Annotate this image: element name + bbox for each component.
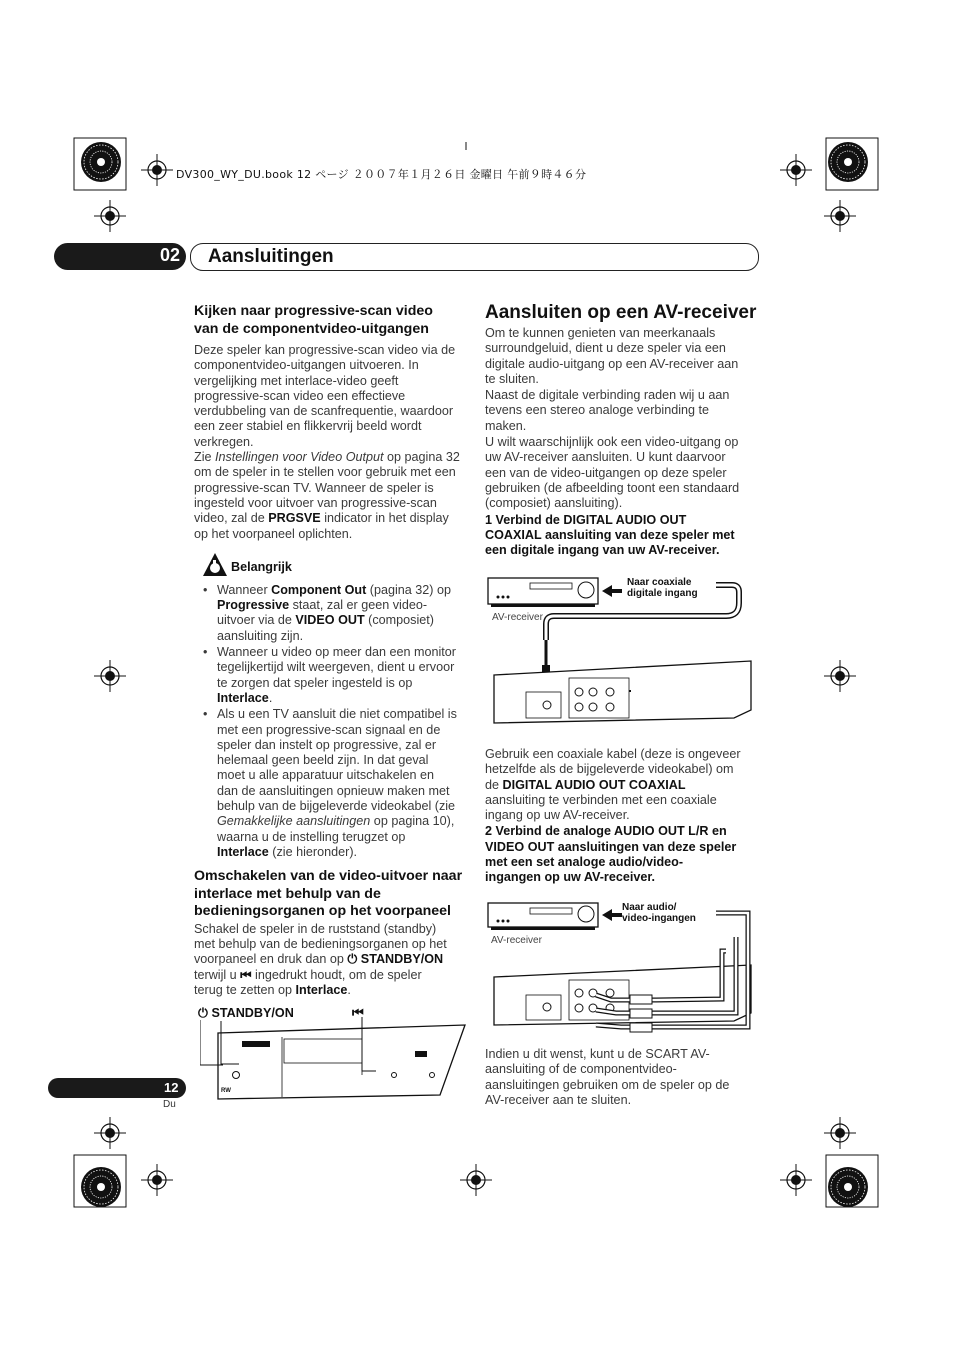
text-line: VIDEO OUT aansluitingen van deze speler (485, 839, 737, 854)
section-title-av-receiver: Aansluiten op een AV-receiver (485, 302, 757, 323)
text-line: 2 Verbind de analoge AUDIO OUT L/R en (485, 824, 727, 839)
text-line: verkregen. (194, 434, 254, 449)
paragraph-video (485, 435, 760, 511)
crosshair-mark (824, 200, 856, 232)
text: voorpaneel en druk dan op (194, 952, 348, 967)
step-2 (485, 824, 760, 885)
important-heading (194, 560, 469, 580)
prev-icon: ⏮ (240, 967, 252, 982)
crosshair-mark (824, 660, 856, 692)
interlace-label: Interlace (295, 982, 348, 997)
text-line: aansluitingen gebruiken om de speler op de (485, 1077, 730, 1092)
text-line: aansluiting zijn. (217, 628, 304, 643)
text-line: (composiet) aansluiting). (485, 496, 623, 511)
print-header: DV300_WY_DU.book 12 ページ ２００７年１月２６日 金曜日 午前９時４６分 (176, 168, 587, 181)
text-line: Gebruik een coaxiale kabel (deze is ongeveer (485, 747, 741, 761)
prev-callout-label: ⏮ (352, 1005, 364, 1020)
diagram2-label (622, 902, 696, 924)
text-line: een zeer stabiel en flikkervrij beeld wordt (194, 419, 422, 434)
digital-audio-out-label: DIGITAL AUDIO OUT COAXIAL (502, 777, 686, 792)
section-heading-progressive (194, 303, 469, 338)
crosshair-mark (460, 1164, 492, 1196)
text: terug te zetten op (194, 982, 296, 997)
progressive-label: Progressive (217, 598, 290, 613)
paragraph-intro (194, 343, 469, 450)
page-language: Du (163, 1099, 176, 1110)
crosshair-mark (94, 1117, 126, 1149)
text-line: om de speler in te stellen voor gebruik met een (194, 465, 456, 480)
text-line: speler dan instelt op progressive, zal er (217, 737, 437, 752)
text: uitvoer via de (217, 613, 296, 628)
text-line: Deze speler kan progressive-scan video via de (194, 343, 456, 357)
text-line: behulp van de bijgeleverde videokabel (zie (217, 799, 456, 814)
text: de (485, 777, 503, 792)
text: op pagina 10), (370, 814, 455, 829)
text-line: gebruiken (de afbeelding toont een standaard (485, 480, 740, 495)
text-line: progressive-scan TV. Wanneer de speler is (194, 480, 434, 495)
diagram2-receiver-label: AV-receiver (491, 935, 542, 946)
right-column-top (485, 326, 760, 558)
svg-text:RW: RW (221, 1088, 231, 1094)
chapter-title: Aansluitingen (208, 246, 334, 267)
text-line: digitale audio-uitgang op een AV-receiver aan (485, 356, 739, 371)
text-line: met een progressive-scan signaal en de (217, 722, 441, 737)
text-line: een digitale ingang van uw AV-receiver. (485, 543, 720, 558)
text-line: dan de aansluitingen opnieuw maken met (217, 783, 450, 798)
text-line: vergelijking met interlace-video geeft (194, 373, 399, 388)
text-line: moet u alle apparatuur uitschakelen en (217, 768, 435, 783)
left-column (194, 303, 469, 998)
corner-star-tr (826, 138, 878, 190)
paragraph-coax-cable (485, 747, 760, 823)
interlace-label: Interlace (217, 844, 269, 859)
text: Wanneer (217, 582, 272, 597)
standby-callout-line (215, 1021, 245, 1071)
text-line: op het voorpaneel oplichten. (194, 526, 353, 541)
text-line: te zorgen dat speler ingesteld is op (217, 675, 413, 690)
text-line: componentvideo-uitgangen uitvoeren. In (194, 358, 419, 373)
text: Zie (194, 450, 215, 465)
text-line: 1 Verbind de DIGITAL AUDIO OUT (485, 512, 687, 527)
text: (pagina 32) op (366, 582, 452, 597)
text-line: U wilt waarschijnlijk ook een video-uitgang op (485, 435, 739, 450)
text-line: Om te kunnen genieten van meerkanaals (485, 326, 716, 340)
heading-line: Kijken naar progressive-scan video (194, 303, 433, 319)
text-line: een van de video-uitgangen op deze speler (485, 465, 727, 480)
text-line: Als u een TV aansluit die niet compatibel is (217, 707, 457, 722)
text: . (347, 982, 351, 997)
text-line: aansluiting of de componentvideo- (485, 1062, 677, 1077)
important-list (194, 583, 469, 860)
text-line: maken. (485, 418, 527, 433)
text-line: hetzelfde als de bijgeleverde videokabel) om (485, 762, 734, 777)
reference-italic: Gemakkelijke aansluitingen (217, 814, 371, 829)
text: ingedrukt houdt, om de speler (251, 967, 422, 982)
heading-line: van de componentvideo-uitgangen (194, 320, 429, 337)
text-line: Schakel de speler in de ruststand (standby) (194, 921, 437, 936)
text-line: ingangen op uw AV-receiver. (485, 870, 656, 885)
text-line: tegelijkertijd wilt weergeven, dient u ervoor (217, 660, 455, 675)
corner-star-br (826, 1155, 878, 1207)
text-line: tevens een stereo analoge verbinding te (485, 403, 710, 418)
text-line: ingang op uw AV-receiver. (485, 808, 630, 823)
diagram-coaxial-connection (486, 570, 761, 735)
text-line: Wanneer u video op meer dan een monitor (217, 645, 456, 660)
crosshair-mark (141, 1164, 173, 1196)
text-line: met behulp van de bedieningsorganen op het (194, 937, 447, 951)
list-item (194, 645, 469, 706)
heading-line: interlace met behulp van de (194, 885, 381, 902)
heading-line: Omschakelen van de video-uitvoer naar (194, 868, 463, 885)
crosshair-mark (141, 154, 173, 186)
text: (composiet) (364, 613, 434, 628)
heading-line: bedieningsorganen op het voorpaneel (194, 903, 451, 920)
text: (zie hieronder). (268, 844, 358, 859)
text: video, zal de (194, 511, 269, 526)
text: op pagina 32 (383, 450, 460, 465)
prgsve-label: PRGSVE (268, 511, 321, 526)
diagram1-label (627, 577, 698, 599)
paragraph-surround (485, 326, 760, 387)
paragraph-scart (485, 1047, 760, 1108)
text-line: waarna u de instelling terugzet op (217, 829, 406, 844)
interlace-label: Interlace (217, 690, 269, 705)
important-hand-icon (202, 552, 228, 578)
chapter-number: 02 (160, 245, 181, 265)
page-number: 12 (164, 1080, 179, 1095)
text-line: met een set analoge audio/video- (485, 855, 684, 870)
corner-star-bl (74, 1155, 126, 1207)
right-column-mid (485, 747, 760, 886)
crosshair-mark (780, 1164, 812, 1196)
step-1 (485, 513, 760, 559)
video-out-label: VIDEO OUT (295, 613, 365, 628)
text-line: aansluiting te verbinden met een coaxiale (485, 792, 717, 807)
text-line: ingesteld voor uitvoer van progressive-scan (194, 495, 437, 510)
list-item (194, 707, 469, 860)
text-line: uw AV-receiver aansluiten. U kunt daarvoor (485, 450, 726, 465)
text-line: Indien u dit wenst, kunt u de SCART AV- (485, 1047, 710, 1061)
paragraph-standby (194, 922, 469, 998)
text-line: te sluiten. (485, 371, 539, 386)
text-line: surroundgeluid, dient u deze speler via een (485, 341, 726, 356)
paragraph-settings-ref (194, 450, 469, 542)
diagram1-receiver-label: AV-receiver (492, 612, 543, 623)
crosshair-mark (780, 154, 812, 186)
text: . (268, 690, 273, 705)
label-line: Naar audio/ (622, 902, 677, 913)
right-column-bottom (485, 1047, 760, 1108)
corner-star-tl (74, 138, 126, 190)
crosshair-mark (94, 660, 126, 692)
text-line: COAXIAL aansluiting van deze speler met (485, 527, 735, 542)
component-out-label: Component Out (271, 582, 367, 597)
standby-on-label: ⏻ STANDBY/ON (347, 952, 444, 967)
crosshair-mark (94, 200, 126, 232)
text: staat, zal er geen video- (289, 598, 428, 613)
reference-italic: Instellingen voor Video Output (215, 450, 384, 465)
text-line: verdubbeling van de scanfrequentie, waardoor (194, 404, 454, 419)
text: indicator in het display (320, 511, 449, 526)
text-line: AV-receiver aan te sluiten. (485, 1092, 632, 1107)
text-line: helemaal geen beeld zijn. In dat geval (217, 753, 429, 768)
paragraph-analog-advice (485, 388, 760, 434)
section-heading-interlace (194, 868, 469, 921)
standby-callout-label: ⏻ STANDBY/ON (198, 1006, 294, 1020)
text: terwijl u (194, 967, 241, 982)
crosshair-mark (824, 1117, 856, 1149)
text-line: progressive-scan video een effectieve (194, 388, 406, 403)
text-line: Naast de digitale verbinding raden wij u aan (485, 388, 730, 403)
label-line: Naar coaxiale (627, 577, 692, 588)
list-item (194, 583, 469, 644)
label-line: video-ingangen (622, 913, 696, 924)
important-label: Belangrijk (231, 559, 292, 574)
label-line: digitale ingang (627, 588, 698, 599)
